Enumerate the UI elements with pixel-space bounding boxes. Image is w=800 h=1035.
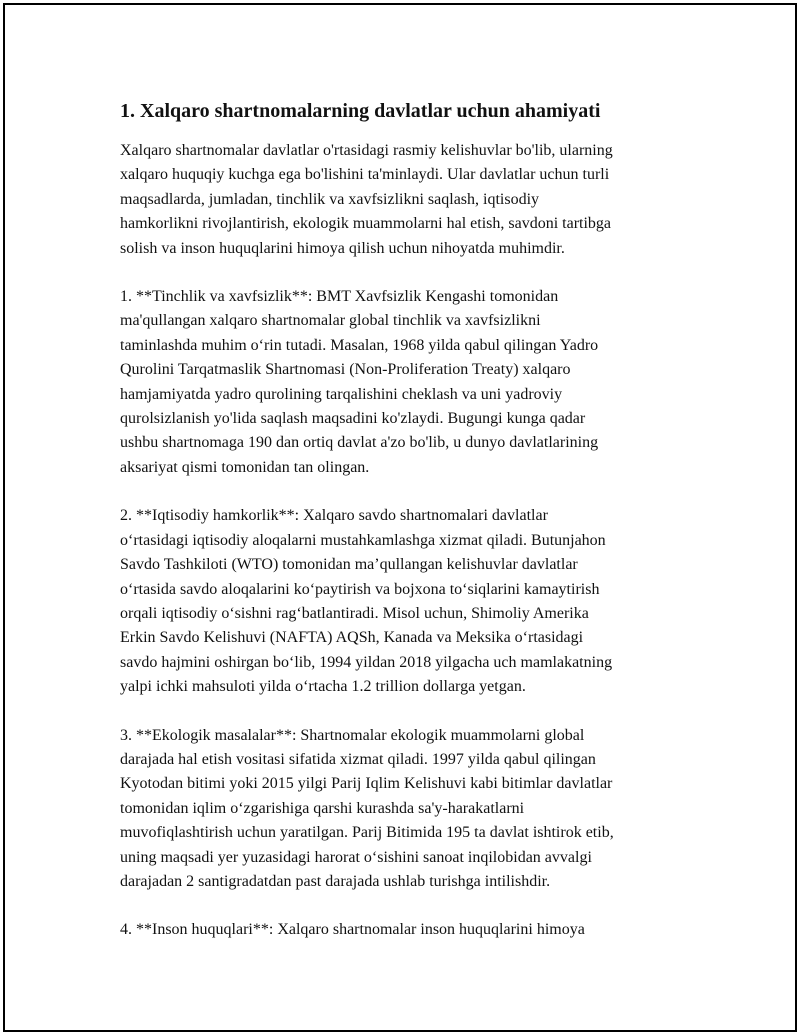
text-line: darajada hal etish vositasi sifatida xizmat qiladi. 1997 yilda qabul qilingan xyxy=(120,750,596,768)
intro-paragraph xyxy=(120,139,710,261)
text-line: ushbu shartnomaga 190 dan ortiq davlat a'zo bo'lib, u dunyo davlatlarining xyxy=(120,434,599,452)
page-title: 1. Xalqaro shartnomalarning davlatlar uchun ahamiyati xyxy=(120,100,601,122)
text-line: taminlashda muhim o‘rin tutadi. Masalan, 1968 yilda qabul qilingan Yadro xyxy=(120,336,599,354)
text-line: 3. **Ekologik masalalar**: Shartnomalar ekologik muammolarni global xyxy=(120,726,585,744)
text-line: Savdo Tashkiloti (WTO) tomonidan ma’qullangan kelishuvlar davlatlar xyxy=(120,556,578,574)
peace-security-paragraph xyxy=(120,285,710,480)
text-line: 2. **Iqtisodiy hamkorlik**: Xalqaro savdo shartnomalari davlatlar xyxy=(120,507,548,525)
economic-cooperation-paragraph xyxy=(120,504,710,699)
text-line: o‘rtasidagi iqtisodiy aloqalarni mustahkamlashga xizmat qiladi. Butunjahon xyxy=(120,531,606,549)
human-rights-paragraph xyxy=(120,918,710,942)
text-line: Xalqaro shartnomalar davlatlar o'rtasidagi rasmiy kelishuvlar bo'lib, ularning xyxy=(120,142,613,159)
text-line: muvofiqlashtirish uchun yaratilgan. Parij Bitimida 195 ta davlat ishtirok etib, xyxy=(120,824,614,842)
text-line: aksariyat qismi tomonidan tan olingan. xyxy=(120,458,370,476)
text-line: o‘rtasida savdo aloqalarini ko‘paytirish va bojxona to‘siqlarini kamaytirish xyxy=(120,580,600,598)
ecological-issues-paragraph xyxy=(120,724,710,895)
text-line: darajadan 2 santigradatdan past darajada ushlab turishga intilishdir. xyxy=(120,872,551,890)
text-line: uning maqsadi yer yuzasidagi harorat o‘sishini sanoat inqilobidan avvalgi xyxy=(120,848,592,866)
text-line: qurolsizlanish yo'lida saqlash maqsadini ko'zlaydi. Bugungi kunga qadar xyxy=(120,410,586,428)
text-line: Kyotodan bitimi yoki 2015 yilgi Parij Iqlim Kelishuvi kabi bitimlar davlatlar xyxy=(120,775,613,793)
text-line: tomonidan iqlim o‘zgarishiga qarshi kurashda sa'y-harakatlarni xyxy=(120,799,525,817)
page-frame xyxy=(3,3,797,1032)
text-line: yalpi ichki mahsuloti yilda o‘rtacha 1.2 trillion dollarga yetgan. xyxy=(120,678,526,696)
text-line: xalqaro huquqiy kuchga ega bo'lishini ta'minlaydi. Ular davlatlar uchun turli xyxy=(120,166,610,184)
text-line: maqsadlarda, jumladan, tinchlik va xavfsizlikni saqlash, iqtisodiy xyxy=(120,190,540,208)
text-line: ma'qullangan xalqaro shartnomalar global tinchlik va xavfsizlikni xyxy=(120,312,541,330)
text-line: solish va inson huquqlarini himoya qilish uchun nihoyatda muhimdir. xyxy=(120,239,565,257)
text-line: 1. **Tinchlik va xavfsizlik**: BMT Xavfsizlik Kengashi tomonidan xyxy=(120,288,559,306)
text-line: orqali iqtisodiy o‘sishni rag‘batlantiradi. Misol uchun, Shimoliy Amerika xyxy=(120,604,589,622)
text-line: hamkorlikni rivojlantirish, ekologik muammolarni hal etish, savdoni tartibga xyxy=(120,215,612,233)
text-line: hamjamiyatda yadro qurolining tarqalishini cheklash va uni yadroviy xyxy=(120,385,563,403)
text-line: 4. **Inson huquqlari**: Xalqaro shartnomalar inson huquqlarini himoya xyxy=(120,921,585,939)
text-line: Erkin Savdo Kelishuvi (NAFTA) AQSh, Kanada va Meksika o‘rtasidagi xyxy=(120,629,584,647)
document-body xyxy=(120,97,710,967)
text-line: savdo hajmini oshirgan bo‘lib, 1994 yildan 2018 yilgacha uch mamlakatning xyxy=(120,653,613,671)
text-line: Qurolini Tarqatmaslik Shartnomasi (Non-Proliferation Treaty) xalqaro xyxy=(120,361,571,379)
